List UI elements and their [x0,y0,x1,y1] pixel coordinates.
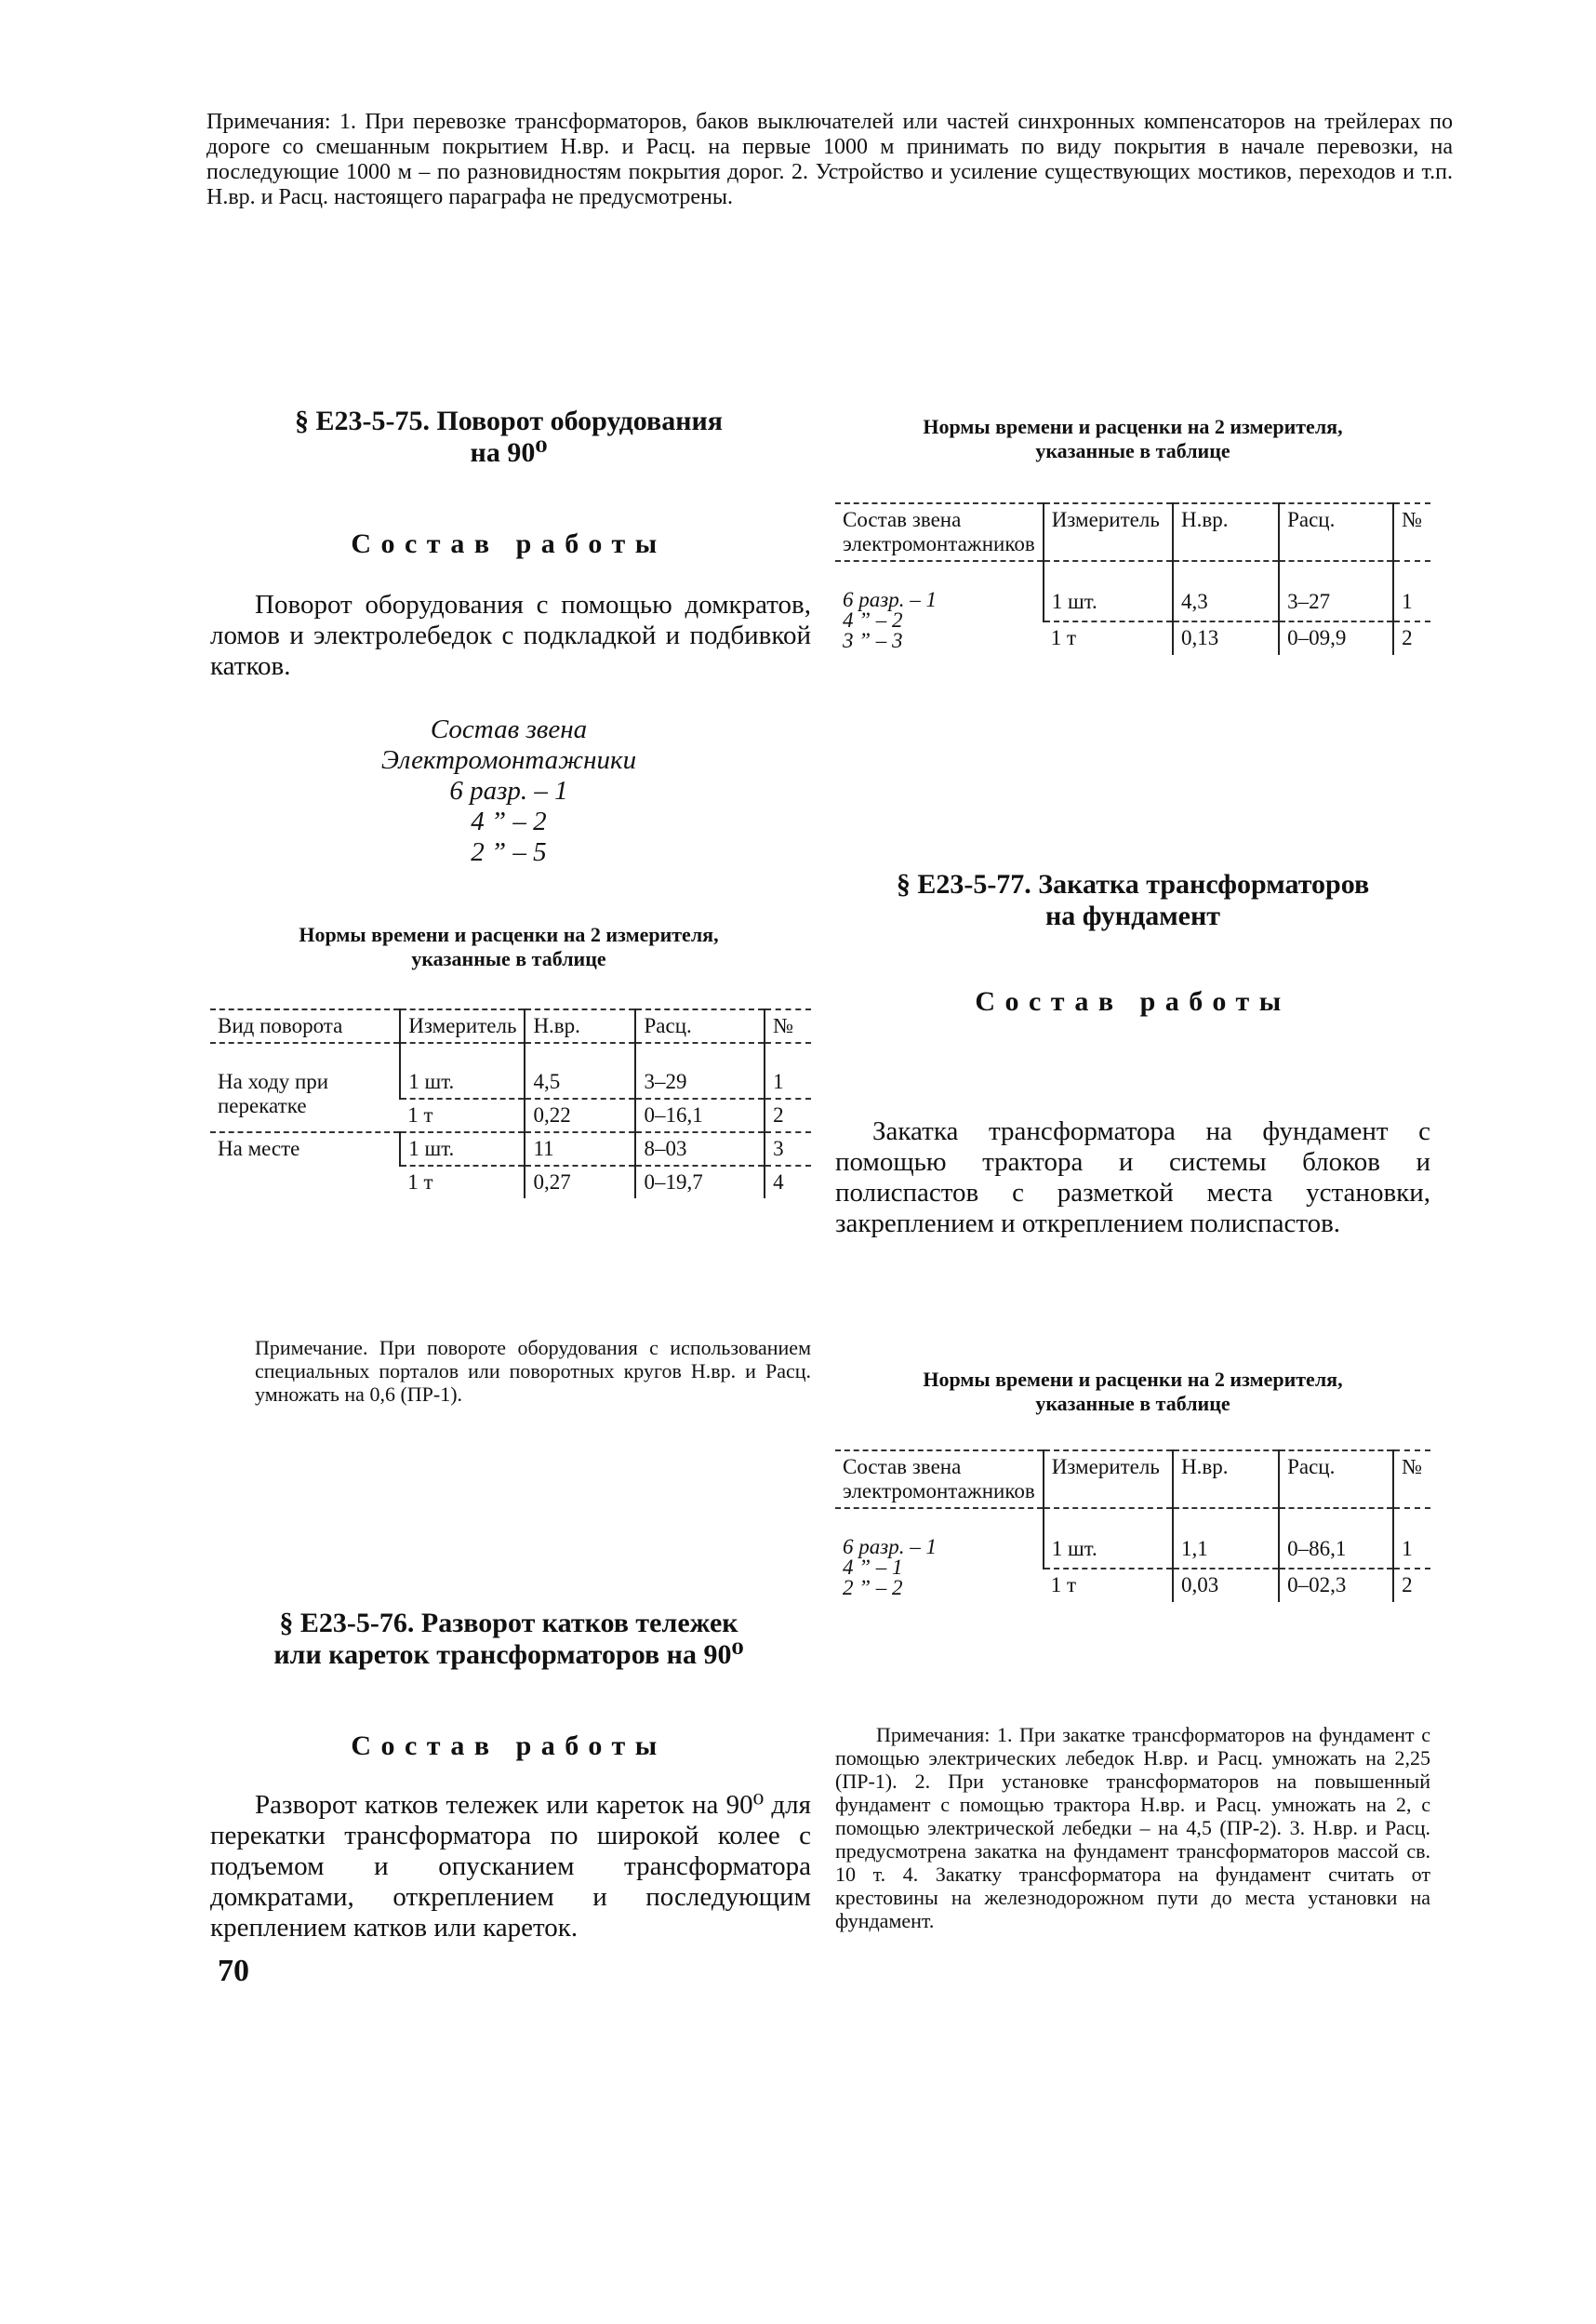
table-cell: 6 разр. – 1 4 ” – 1 2 ” – 2 [843,1535,937,1599]
norms-heading-line: Нормы времени и расценки на 2 измерителя, [923,415,1343,438]
norms-heading [835,1368,1430,1416]
table-cell: 1 [1393,561,1430,621]
table-cell: 1 т [1050,625,1076,649]
work-description: Поворот оборудования с помощью домкратов, ломов и электролебедок с подкладкой и подбивкой катков. [210,590,811,681]
table-header: Измеритель [1044,1450,1173,1508]
table-header: Измеритель [1044,503,1173,561]
table-header-row [210,1009,811,1043]
table-cell: 2 [1393,1569,1430,1602]
brigade-block [206,715,811,868]
table-cell: 4 [765,1166,811,1198]
table-cell: 0–09,9 [1279,621,1393,655]
table-cell: 0–19,7 [635,1166,765,1198]
table-cell: 3–27 [1279,561,1393,621]
table-cell: 0–16,1 [635,1099,765,1132]
table-header: Состав звена электромонтажников [843,1455,1035,1503]
table-header: Состав звена электромонтажников [843,508,1035,555]
table-cell: 1 [765,1043,811,1099]
norms-heading-line: указанные в таблице [1035,1392,1230,1415]
table-header: Вид поворота [218,1014,343,1037]
table-cell: 1 шт. [400,1043,525,1099]
norms-heading-line: указанные в таблице [1035,439,1230,462]
table-row [835,1508,1430,1569]
table-header: Расц. [1279,503,1393,561]
section-title-line: на фундамент [1044,901,1221,931]
table-cell: 1 шт. [400,1132,525,1166]
table-row [210,1043,811,1099]
norms-heading-line: указанные в таблице [411,947,606,970]
table-header-row [835,1450,1430,1508]
table-row [835,561,1430,621]
table-cell: 4,3 [1173,561,1279,621]
table-cell: На месте [218,1137,300,1160]
norms-table-e23-5-75 [210,1008,811,1198]
table-header: Н.вр. [1173,503,1279,561]
norms-table-e23-5-76 [835,502,1430,655]
table-header: Расц. [635,1009,765,1043]
table-cell: 1 шт. [1044,561,1173,621]
note-e23-5-75: Примечание. При повороте оборудования с использованием специальных порталов или поворотных кругов Н.вр. и Расц. умножать на 0,6 (ПР-1). [255,1336,811,1406]
table-header: № [1393,503,1430,561]
table-cell: 2 [1393,621,1430,655]
norms-heading [206,923,811,971]
brigade-heading: Состав звена [430,715,588,744]
table-cell: 0,27 [525,1166,635,1198]
table-cell: 0,03 [1173,1569,1279,1602]
table-cell: 1 [1393,1508,1430,1569]
brigade-line: 6 разр. – 1 [449,776,568,806]
table-cell: На ходу при перекатке [218,1070,329,1117]
norms-table-e23-5-77 [835,1449,1430,1602]
section-title-line: § Е23-5-76. Разворот катков тележек [279,1608,738,1638]
section-e23-5-75-title [206,406,811,469]
work-description: Закатка трансформатора на фундамент с помощью трактора и системы блоков и полиспастов с разметкой места установки, закреплением и откреплением полиспастов. [835,1116,1430,1238]
table-header: Расц. [1279,1450,1393,1508]
table-cell: 0,22 [525,1099,635,1132]
sostav-heading: Состав работы [351,1730,667,1761]
table-cell: 1 т [407,1170,433,1194]
section-e23-5-76-title [206,1608,811,1671]
norms-heading-line: Нормы времени и расценки на 2 измерителя, [923,1368,1343,1391]
table-header: Н.вр. [525,1009,635,1043]
table-cell: 0–02,3 [1279,1569,1393,1602]
table-cell: 3–29 [635,1043,765,1099]
table-cell: 2 [765,1099,811,1132]
table-header: № [1393,1450,1430,1508]
table-header: № [765,1009,811,1043]
sostav-heading: Состав работы [351,528,667,559]
section-title-line: § Е23-5-77. Закатка трансформаторов [896,869,1370,900]
norms-heading-line: Нормы времени и расценки на 2 измерителя, [299,923,719,946]
table-cell: 0,13 [1173,621,1279,655]
table-cell: 1 шт. [1044,1508,1173,1569]
section-title-line: § Е23-5-75. Поворот оборудования [294,406,724,436]
table-header: Измеритель [400,1009,525,1043]
table-cell: 1,1 [1173,1508,1279,1569]
table-cell: 3 [765,1132,811,1166]
table-cell: 0–86,1 [1279,1508,1393,1569]
table-header-row [835,503,1430,561]
brigade-line: 2 ” – 5 [471,837,547,867]
norms-heading [835,415,1430,463]
section-title-line: или кареток трансформаторов на 90⁰ [273,1639,744,1670]
table-cell: 1 т [407,1103,433,1127]
page-number: 70 [218,1954,249,1988]
table-header: Н.вр. [1173,1450,1279,1508]
section-title-line: на 90⁰ [470,437,548,468]
table-cell: 11 [525,1132,635,1166]
table-cell: 1 т [1050,1572,1076,1596]
sostav-heading: Состав работы [975,986,1291,1017]
table-cell: 4,5 [525,1043,635,1099]
table-cell: 6 разр. – 1 4 ” – 2 3 ” – 3 [843,588,937,652]
table-row [210,1132,811,1166]
work-description: Разворот катков тележек или кареток на 90⁰ для перекатки трансформатора по широкой колее с подъемом и опусканием трансформатора домкратами, откреплением и последующим креплением катков или кареток. [210,1790,811,1943]
note-e23-5-77: Примечания: 1. При закатке трансформаторов на фундамент с помощью электрических лебедок Н.вр. и Расц. умножать на 2,25 (ПР-1). 2. При установке трансформаторов на повышенный фундамент с помощью трактора Н.вр. и Расц. умножать на 2, с помощью электрической лебедки – на 4,5 (ПР-2). 3. Н.вр. и Расц. предусмотрена закатка на фундамент трансформаторов массой св. 10 т. 4. Закатку трансформатора на фундамент считать от крестовины на железнодорожном пути до места установки на фундамент. [835,1723,1430,1932]
brigade-heading: Электромонтажники [380,745,637,775]
section-e23-5-77-title [835,869,1430,932]
table-cell: 8–03 [635,1132,765,1166]
brigade-line: 4 ” – 2 [471,807,547,836]
top-note: Примечания: 1. При перевозке трансформаторов, баков выключателей или частей синхронных компенсаторов на трейлерах по дороге со смешанным покрытием Н.вр. и Расц. на первые 1000 м принимать по виду покрытия в начале перевозки, на последующие 1000 м – по разновидностям покрытия дорог. 2. Устройство и усиление существующих мостиков, переходов и т.п. Н.вр. и Расц. настоящего параграфа не предусмотрены. [206,110,1453,209]
